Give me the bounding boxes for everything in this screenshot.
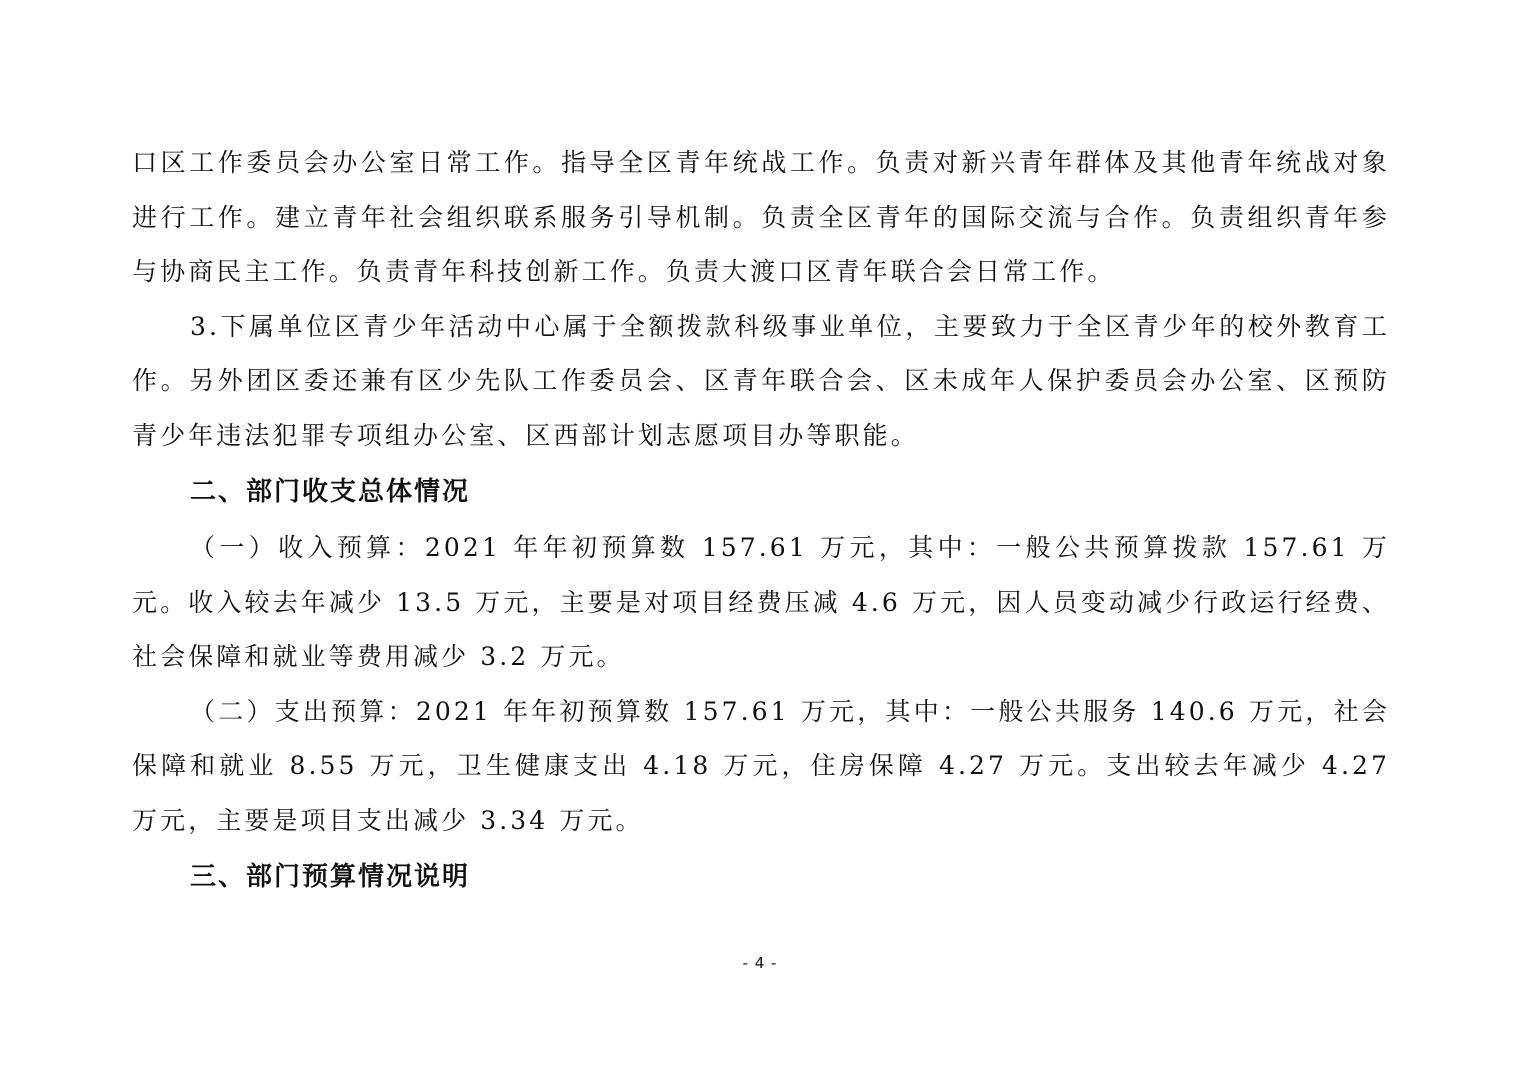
paragraph-subordinate-unit: 3.下属单位区青少年活动中心属于全额拨款科级事业单位，主要致力于全区青少年的校外教育工作。另外团区委还兼有区少先队工作委员会、区青年联合会、区未成年人保护委员会办公室、区预防青少年违法犯罪专项组办公室、区西部计划志愿项目办等职能。 bbox=[132, 311, 1390, 450]
paragraph-duties-continued: 口区工作委员会办公室日常工作。指导全区青年统战工作。负责对新兴青年群体及其他青年统战对象进行工作。建立青年社会组织联系服务引导机制。负责全区青年的国际交流与合作。负责组织青年参与协商民主工作。负责青年科技创新工作。负责大渡口区青年联合会日常工作。 bbox=[132, 148, 1390, 286]
paragraph-income-budget: （一）收入预算：2021 年年初预算数 157.61 万元，其中：一般公共预算拨款 157.61 万元。收入较去年减少 13.5 万元，主要是对项目经费压减 4.6 万元，因人员变动减少行政运行经费、社会保障和就业等费用减少 3.2 万元。 bbox=[132, 533, 1390, 671]
section-heading-revenue-expenditure: 二、部门收支总体情况 bbox=[190, 477, 471, 507]
section-heading-budget-explanation: 三、部门预算情况说明 bbox=[190, 862, 471, 892]
page-number: - 4 - bbox=[742, 954, 778, 972]
document-body bbox=[132, 136, 1390, 906]
paragraph-expense-budget: （二）支出预算：2021 年年初预算数 157.61 万元，其中：一般公共服务 140.6 万元，社会保障和就业 8.55 万元，卫生健康支出 4.18 万元，住房保障 4.27 万元。支出较去年减少 4.27 万元，主要是项目支出减少 3.34 万元。 bbox=[132, 696, 1390, 835]
